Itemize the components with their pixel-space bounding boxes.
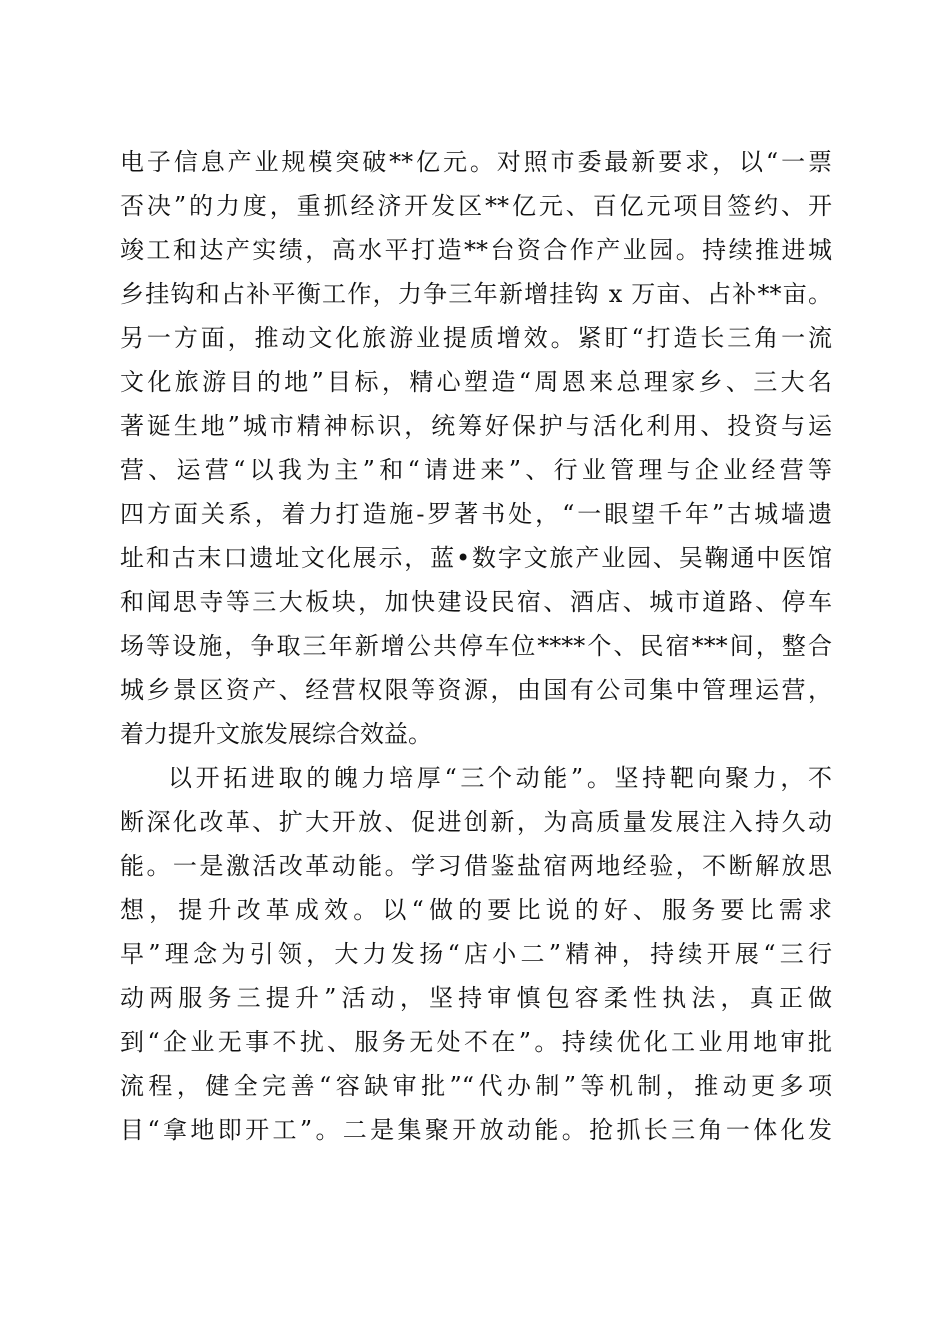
text-line: 和闻思寺等三大板块，加快建设民宿、酒店、城市道路、停车 xyxy=(120,588,832,616)
text-line: 著诞生地”城市精神标识，统筹好保护与活化利用、投资与运 xyxy=(120,412,832,440)
text-line: 另一方面，推动文化旅游业提质增效。紧盯“打造长三角一流 xyxy=(120,324,832,352)
text-line: 场等设施，争取三年新增公共停车位****个、民宿***间，整合 xyxy=(120,632,832,660)
text-line: 城乡景区资产、经营权限等资源，由国有公司集中管理运营， xyxy=(120,676,832,704)
text-line: 断深化改革、扩大开放、促进创新，为高质量发展注入持久动 xyxy=(120,808,832,836)
text-line: 竣工和达产实绩，高水平打造**台资合作产业园。持续推进城 xyxy=(120,236,832,264)
text-line: 营、运营“以我为主”和“请进来”、行业管理与企业经营等 xyxy=(120,456,832,484)
text-line: 目“拿地即开工”。二是集聚开放动能。抢抓长三角一体化发 xyxy=(120,1116,832,1144)
document-body xyxy=(120,140,832,1152)
paragraph-culture-tourism xyxy=(120,140,832,756)
text-line: 四方面关系，着力打造施-罗著书处，“一眼望千年”古城墙遗 xyxy=(120,500,832,528)
paragraph-three-momentum xyxy=(120,756,832,1152)
text-line: 流程，健全完善“容缺审批”“代办制”等机制，推动更多项 xyxy=(120,1072,832,1100)
text-line: 电子信息产业规模突破**亿元。对照市委最新要求，以“一票 xyxy=(120,148,832,176)
text-line: 动两服务三提升”活动，坚持审慎包容柔性执法，真正做 xyxy=(120,984,832,1012)
text-line: 到“企业无事不扰、服务无处不在”。持续优化工业用地审批 xyxy=(120,1028,832,1056)
text-line: 文化旅游目的地”目标，精心塑造“周恩来总理家乡、三大名 xyxy=(120,368,832,396)
text-line: 想，提升改革成效。以“做的要比说的好、服务要比需求 xyxy=(120,896,832,924)
text-line: 以开拓进取的魄力培厚“三个动能”。坚持靶向聚力，不 xyxy=(168,764,832,792)
text-line: 否决”的力度，重抓经济开发区**亿元、百亿元项目签约、开 xyxy=(120,192,832,220)
text-line: 址和古末口遗址文化展示，蓝•数字文旅产业园、吴鞠通中医馆 xyxy=(120,544,832,572)
text-line: 能。一是激活改革动能。学习借鉴盐宿两地经验，不断解放思 xyxy=(120,852,832,880)
text-line: 早”理念为引领，大力发扬“店小二”精神，持续开展“三行 xyxy=(120,940,832,968)
text-line: 着力提升文旅发展综合效益。 xyxy=(120,720,432,748)
text-line: 乡挂钩和占补平衡工作，力争三年新增挂钩 x 万亩、占补**亩。 xyxy=(120,280,832,308)
